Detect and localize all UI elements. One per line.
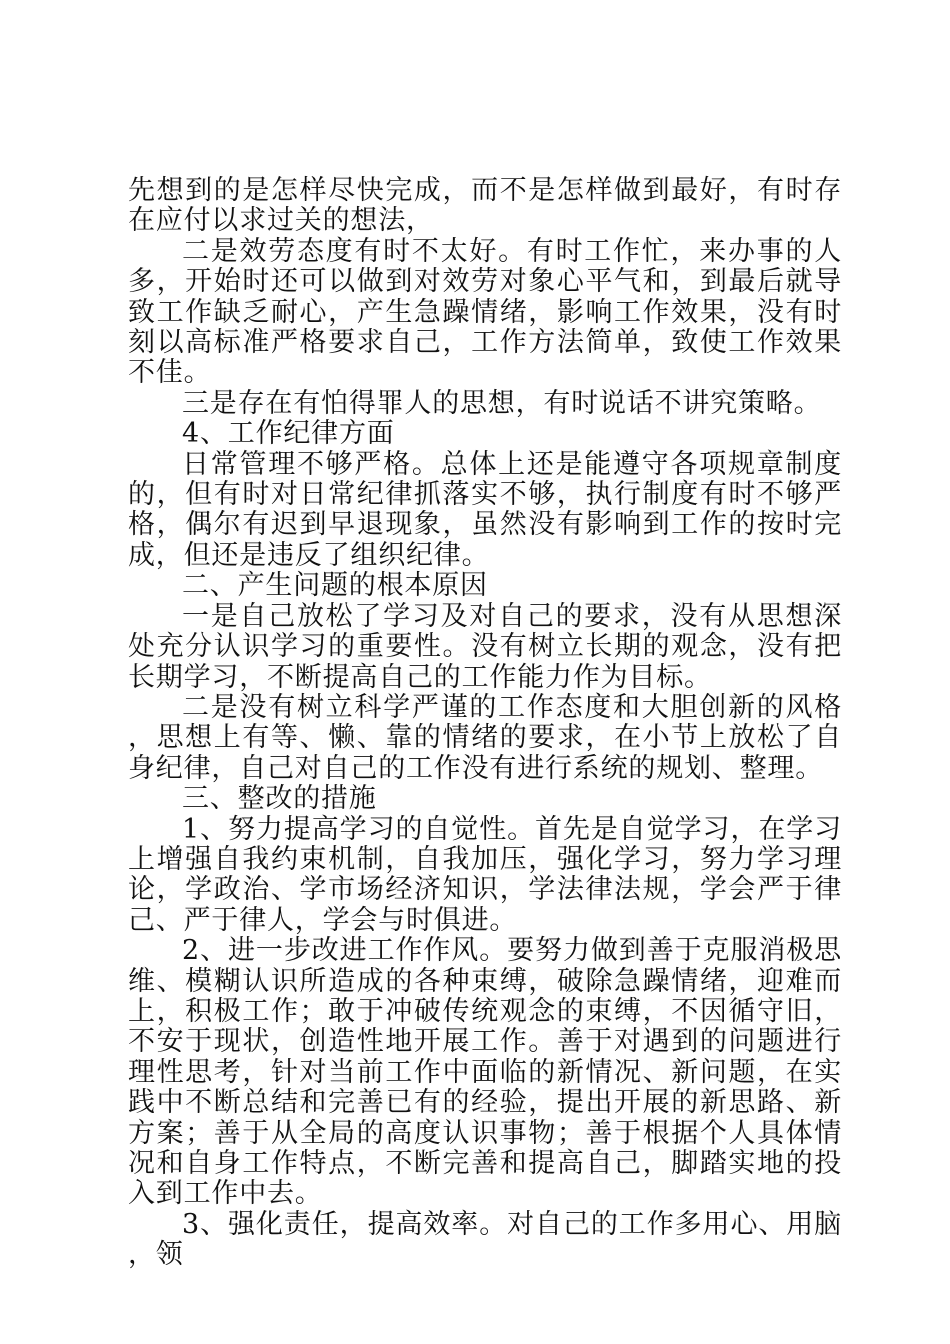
paragraph-daily-management: 日常管理不够严格。总体上还是能遵守各项规章制度的，但有时对日常纪律抓落实不够，执行制度有时不够严格，偶尔有迟到早退现象，虽然没有影响到工作的按时完成，但还是违反了组织纪律。 <box>128 448 842 571</box>
paragraph-cause-one: 一是自己放松了学习及对自己的要求，没有从思想深处充分认识学习的重要性。没有树立长期的观念，没有把长期学习，不断提高自己的工作能力作为目标。 <box>128 600 842 693</box>
heading-work-discipline: 4、工作纪律方面 <box>182 418 395 450</box>
paragraph-cause-two: 二是没有树立科学严谨的工作态度和大胆创新的风格，思想上有等、懒、靠的情绪的要求，在小节上放松了自身纪律，自己对自己的工作没有进行系统的规划、整理。 <box>128 691 842 784</box>
heading-root-causes: 二、产生问题的根本原因 <box>182 570 488 602</box>
paragraph-measure-two: 2、进一步改进工作作风。要努力做到善于克服消极思维、模糊认识所造成的各种束缚，破除急躁情绪，迎难而上，积极工作；敢于冲破传统观念的束缚，不因循守旧，不安于现状，创造性地开展工作。善于对遇到的问题进行理性思考，针对当前工作中面临的新情况、新问题，在实践中不断总结和完善已有的经验，提出开展的新思路、新方案；善于从全局的高度认识事物；善于根据个人具体情况和自身工作特点，不断完善和提高自己，脚踏实地的投入到工作中去。 <box>128 935 842 1210</box>
paragraph-service-attitude: 二是效劳态度有时不太好。有时工作忙，来办事的人多，开始时还可以做到对效劳对象心平气和，到最后就导致工作缺乏耐心，产生急躁情绪，影响工作效果，没有时刻以高标准严格要求自己，工作方法简单，致使工作效果不佳。 <box>128 235 842 389</box>
paragraph-continuation: 先想到的是怎样尽快完成，而不是怎样做到最好，有时存在应付以求过关的想法， <box>128 175 842 237</box>
paragraph-measure-three: 3、强化责任，提高效率。对自己的工作多用心、用脑，领 <box>128 1208 842 1271</box>
paragraph-fear-offending: 三是存在有怕得罪人的思想，有时说话不讲究策略。 <box>182 387 822 419</box>
paragraph-measure-one: 1、努力提高学习的自觉性。首先是自觉学习，在学习上增强自我约束机制，自我加压，强化学习，努力学习理论，学政治、学市场经济知识，学法律法规，学会严于律己、严于律人，学会与时俱进。 <box>128 813 842 936</box>
document-body <box>128 176 842 1271</box>
heading-rectification-measures: 三、整改的措施 <box>182 783 377 815</box>
